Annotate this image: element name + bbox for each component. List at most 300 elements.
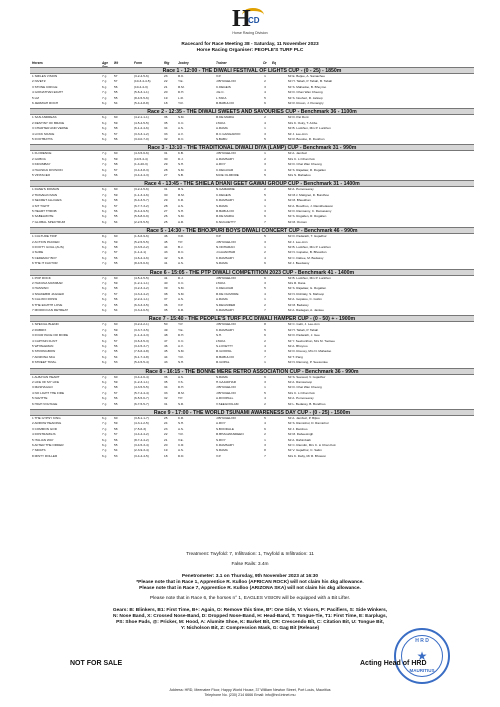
runner-rtg: 21 (164, 84, 168, 89)
runner-form: (3-2-4-5-6) (134, 74, 149, 78)
runner-age: 7 g (102, 261, 107, 266)
runner-desc: Mr S. Rogallen, R. Rogallen (288, 214, 327, 219)
runner-age: 6 g (102, 198, 107, 203)
runner-jockey: K.B. (178, 151, 184, 156)
runner-trainer: J.GAJADHAR (216, 250, 236, 255)
runner-trainer: R.GOOPAL (216, 349, 232, 354)
runner-desc: Mr D. Pat Ront (288, 115, 309, 120)
runner-age: 6 g (102, 219, 107, 224)
runner-jockey: A.R. (178, 219, 185, 224)
runner-desc: Mrs S. Mahadoo (288, 172, 311, 177)
runner-horse: 5 CEDEMAY BOY (32, 255, 57, 260)
runner-trainer: J.BHUGELOO (216, 275, 236, 280)
logo-sub: CD (248, 16, 260, 25)
runner-rtg: 22 (164, 79, 168, 84)
racecard-title: Racecard for Race Meeting 38 - Saturday, 11 November 2023 (181, 42, 319, 47)
runner-rtg: 44 (164, 354, 168, 359)
runner-jockey: S.M. (178, 167, 185, 172)
runner-desc: Mr S. Seewud, V. Gujadhur (288, 374, 326, 379)
runner-jockey: S.B. (178, 172, 184, 177)
runner-jockey: Y.P. (178, 322, 184, 327)
runner-age: 6 g (102, 120, 107, 125)
runner-horse: 4 LOCK SOAVE (32, 131, 55, 136)
runner-rtg: 35 (164, 379, 168, 384)
runner-trainer: S.ROY (216, 437, 226, 442)
runner-rtg: 18 (164, 100, 168, 105)
runner-trainer: J.BHUGELOO (216, 79, 236, 84)
runner-age: 6 g (102, 343, 107, 348)
gears-legend-3: PS: Shoe Pads, @: Pricker, M: Hood, A: Alumite Shoe, K: Barket Bit, CR: Crescendo Bit, C: Citation Bit, U: Tongue Bit, (116, 620, 384, 625)
runner-desc: Mr D. Chan Wan Cheong (288, 90, 323, 95)
runner-jockey: D.H. (178, 385, 185, 390)
runner-wgt: 60 (114, 322, 118, 327)
runner-trainer: A.RAMA (216, 126, 228, 131)
runner-form: (5-2-5-5-5) (134, 239, 149, 244)
runner-wgt: 57 (114, 203, 118, 208)
runner-desc: Mr D. Rouvey, Mrs N. Mahadoo (288, 349, 332, 354)
runner-rtg: 45 (164, 239, 168, 244)
runner-rtg: 34 (164, 126, 168, 131)
runner-form: (6-5-5-6-7) (134, 396, 149, 401)
runner-desc: Mr T. Pang (288, 354, 303, 359)
runner-horse: 4 DOSTRAMILIS (32, 432, 56, 437)
runner-age: 6 g (102, 187, 107, 192)
runner-wgt: 55 (114, 90, 118, 95)
runner-jockey: Y.R. (178, 100, 184, 105)
runner-draw: 7 (264, 219, 266, 224)
runner-rtg: 24 (164, 421, 168, 426)
runner-horse: 4 GIONATHAN EIGHT (32, 90, 64, 95)
runner-wgt: 56 (114, 343, 118, 348)
runner-form: (4-5-4-5-5) (134, 275, 149, 280)
runner-trainer: C.DEGEIS (216, 192, 231, 197)
runner-jockey: R.M. (178, 84, 185, 89)
runner-form: (8-4-5-6-6) (134, 261, 149, 266)
page-footer (0, 688, 500, 698)
runner-age: 7 g (102, 74, 107, 78)
runner-rtg: 36 (164, 374, 168, 379)
runner-wgt: 59 (114, 156, 118, 161)
runner-horse: 2 TRAVELIN MAN (32, 192, 58, 197)
runner-age: 6 g (102, 203, 107, 208)
gears-legend-1: Gears: B: Blinkers, B1: First Time, B+: Again, O: Remove this time, B*: One Side, V: Visors, P: Pacifiers, S: Side Winkers, (112, 608, 388, 613)
runner-desc: Mr S. Rajadaw, G. Rogallen (288, 286, 327, 291)
runner-horse: 7 ARIZONA SKA (32, 354, 56, 359)
runner-jockey: K.R. (178, 198, 185, 203)
runner-desc: Mr D. Ramsamy, C. Ramasamy (288, 208, 332, 213)
runner-desc: Mr A. Boodhoo, J. Ramkhelawon (288, 203, 334, 208)
runner-form: (6-7-7-3-2) (134, 203, 149, 208)
runner-jockey: Y.E. (178, 79, 184, 84)
runner-age: 6 g (102, 115, 107, 120)
runner-wgt: 57 (114, 250, 118, 255)
runner-desc: Mr N. Ramong, P. Seesunlee (288, 360, 328, 365)
hrd-official-stamp (394, 628, 450, 684)
runner-form: (5-4-4-8-8) (134, 100, 149, 105)
runner-draw: 1 (264, 385, 266, 390)
runner-draw: 4 (264, 255, 266, 260)
runner-age: 6 g (102, 307, 107, 312)
runner-age: 6 g (102, 360, 107, 365)
runner-horse: 5 VINTACEO (32, 172, 51, 177)
runner-horse: 7 MOROCCAN RETREAT (32, 307, 69, 312)
runner-jockey: D.H. (178, 333, 185, 338)
runner-row (30, 137, 474, 142)
col-equipment: Eq (272, 61, 277, 65)
runner-age: 7 g (102, 432, 107, 437)
runner-wgt: 58 (114, 333, 118, 338)
runner-desc: Mrs K. Daby, Mr R. Bhowon (288, 453, 327, 458)
runner-horse: 3 KIRUMBAY (32, 162, 51, 167)
runner-desc: Mr D. Chat Wan Cheong (288, 385, 322, 390)
runner-trainer: N.ODHARAN (216, 244, 235, 249)
runner-horse: 1 POP ROCK (32, 275, 51, 280)
runner-draw: 2 (264, 156, 266, 161)
runner-wgt: 59 (114, 421, 118, 426)
runner-horse: 3 SECRET ALLIGIES (32, 198, 62, 203)
runner-form: (6-4-4-9-5) (134, 208, 149, 213)
runner-draw: 6 (264, 100, 266, 105)
runner-draw: 2 (264, 432, 266, 437)
runner-jockey: D.C. (178, 250, 185, 255)
runner-jockey: D.C. (178, 136, 185, 141)
runner-horse: 5 HEART THROB (32, 208, 57, 213)
runner-jockey: V.E. (178, 437, 184, 442)
runner-draw: 4 (264, 421, 266, 426)
runner-jockey: V.P. (178, 302, 184, 307)
runner-desc: Mr S. Nooheri, R. Jaltoop (288, 95, 323, 100)
runner-desc: Mrs C. Li Chan Kok (288, 156, 315, 161)
runner-form: (5-4-5-5-4) (134, 360, 149, 365)
runner-trainer: C.DEGEIS (216, 84, 231, 89)
runner-form: (1-4-20-3) (134, 162, 148, 167)
runner-draw: 5 (264, 286, 266, 291)
runner-horse: 6 HIGH VOLTAGE (32, 401, 58, 406)
runner-row (30, 308, 474, 313)
runner-trainer: LTAKA (216, 120, 226, 125)
runner-horse: 4 NO LIGHT THE FIRE (32, 390, 65, 395)
runner-trainer: R.BABULOO (216, 100, 235, 105)
runner-jockey: D.J. (178, 275, 184, 280)
runner-rtg: 29 (164, 162, 168, 167)
runner-draw: 3 (264, 379, 266, 384)
runner-rtg: 27 (164, 208, 168, 213)
runner-trainer: R.DE OLIMORE (216, 291, 239, 296)
runner-desc: Mr N. Rohitaly, S. Mahoop (288, 291, 325, 296)
race-block (30, 144, 474, 178)
runner-desc: Mr D. Padarath, J. Gee (288, 333, 320, 338)
runner-age: 4 g (102, 172, 107, 177)
runner-horse: 7 SIRATS (32, 448, 46, 453)
runner-wgt: 55 (114, 442, 118, 447)
runner-trainer: K.RAMSARY (216, 327, 235, 332)
runner-rtg: 19 (164, 448, 168, 453)
runner-wgt: 56 (114, 396, 118, 401)
runner-horse: 5 LIZ (32, 95, 40, 100)
runner-trainer: L.TAKA (216, 95, 227, 100)
runner-desc: Mr B. Luckhun, Mrs P. Luckhun (288, 126, 331, 131)
runner-trainer: V.P. (216, 453, 222, 458)
runner-horse: 8 STREET TRIAL (32, 360, 57, 365)
runner-form: (3-3-4-6-5) (134, 307, 149, 312)
runner-jockey: L.R. (178, 95, 184, 100)
runner-jockey: C.C. (178, 338, 185, 343)
runner-form: (6-7-5-5-7) (134, 401, 149, 406)
runner-form: (4-3-1-2-5) (134, 421, 149, 426)
runner-row (30, 454, 474, 459)
runner-rtg: 47 (164, 338, 168, 343)
runner-draw: 6 (264, 261, 266, 266)
runner-age: 6 g (102, 136, 107, 141)
runner-desc: Mr A. Jamburi, P. Bijloo (288, 416, 320, 420)
runner-rtg: 34 (164, 385, 168, 390)
runner-trainer: R.C.GANGAROO (216, 131, 241, 136)
runner-age: 6 g (102, 167, 107, 172)
runner-age: 7 g (102, 349, 107, 354)
race-title: Race 8 - 16:15 - THE BONNE MERE RETRO ASSOCIATION CUP - Benchmark 36 - 990m (30, 368, 474, 375)
runner-age: 6 g (102, 437, 107, 442)
runner-trainer: K.RAMSARY (216, 307, 235, 312)
runner-rtg: 35 (164, 307, 168, 312)
runner-age: 6 g (102, 453, 107, 458)
runner-draw: 3 (264, 162, 266, 167)
runner-form: (10-3-4-4-5) (134, 79, 151, 84)
runner-jockey: R.M. (178, 192, 185, 197)
runner-age: 6 g (102, 214, 107, 219)
runner-draw: 4 (264, 167, 266, 172)
runner-horse: 6 AFTER THE ORDER (32, 442, 64, 447)
runner-rtg: 35 (164, 120, 168, 125)
not-for-sale-label: NOT FOR SALE (70, 660, 123, 667)
runner-jockey: V.R. (178, 234, 184, 239)
runner-draw: 5 (264, 416, 266, 420)
race-block (30, 409, 474, 459)
runner-wgt: 58 (114, 244, 118, 249)
race-title: Race 2 - 12:35 - THE DIWALI SWEETS AND SAVOURIES CUP - Benchmark 36 - 1100m (30, 108, 474, 115)
runner-desc: Mr A. Rahimbaib (288, 437, 311, 442)
allowance-note-1: *Please note that in Race 1, Apprentice R. Kulloo (AFRICAN ROCK) will not claim his 4kg allowance. (136, 580, 364, 585)
col-form: Form (134, 61, 142, 65)
runner-wgt: 55 (114, 401, 118, 406)
runner-wgt: 55 (114, 302, 118, 307)
runner-desc: Mr A. Gopaloo, C. Gobin (288, 297, 322, 302)
runner-wgt: 56 (114, 208, 118, 213)
runner-age: 6 g (102, 239, 107, 244)
runner-draw: 3 (264, 84, 266, 89)
runner-trainer: J.BHUGELOO (216, 385, 236, 390)
runner-desc: Mr M.J. Matignet, D. Bundhoo (288, 192, 330, 197)
runner-age: 7 g (102, 280, 107, 285)
runner-age: 7 g (102, 192, 107, 197)
runner-horse: 5 FOOTBATTA (32, 136, 53, 141)
runner-rtg: 49 (164, 327, 168, 332)
runner-form: (3-4-5-3-4) (134, 442, 149, 447)
runner-wgt: 53 (114, 453, 118, 458)
runner-age: 7 g (102, 291, 107, 296)
runner-age: 8 g (102, 234, 107, 239)
runner-age: 7 g (102, 426, 107, 431)
runner-trainer: R.DE MARIA (216, 115, 235, 120)
runner-draw: 4 (264, 343, 266, 348)
runner-rtg: 30 (164, 192, 168, 197)
runner-wgt: 55 (114, 95, 118, 100)
runner-age: 7 g (102, 79, 107, 84)
runner-form: (1-1-3-4-6) (134, 192, 149, 197)
runner-rtg: 33 (164, 390, 168, 395)
runner-age: 6 g (102, 333, 107, 338)
runner-rtg: 46 (164, 343, 168, 348)
runner-horse: 5 ITALIAN WAY (32, 437, 54, 442)
runner-jockey: S.R. (178, 255, 185, 260)
runner-draw: 2 (264, 302, 266, 307)
runner-jockey: R.M. (178, 390, 185, 395)
runner-rtg: 50 (164, 322, 168, 327)
runner-trainer: A.ROOPALL (216, 396, 234, 401)
runner-trainer: M.DE OLIMORE (216, 172, 239, 177)
runner-jockey: A.V. (178, 131, 184, 136)
race-title: Race 1 - 12:00 - THE DIWALI FESTIVAL OF LIGHTS CUP - (0 - 25) - 1850m (30, 67, 474, 74)
runner-trainer: A.ROY (216, 421, 226, 426)
runner-wgt: 58 (114, 286, 118, 291)
runner-horse: 6 SABELMOTE (32, 214, 54, 219)
runner-age: 7 g (102, 275, 107, 280)
runner-trainer: A.ROY (216, 162, 226, 167)
runner-wgt: 60 (114, 275, 118, 280)
logo-mark: H (232, 6, 251, 32)
runner-desc: Mrs C. Li Chan Kok (288, 390, 315, 395)
runner-desc: Mr S. Ramtohul, D. Ramtohul (288, 421, 329, 426)
runner-draw: 8 (264, 322, 266, 327)
runner-jockey: C.C. (178, 120, 185, 125)
runner-trainer: J.BHUGELOO (216, 239, 236, 244)
runner-age: 6 g (102, 354, 107, 359)
runner-desc: Mr B. Luckhun, Mrs P. Luckhun (288, 244, 331, 249)
runner-draw: 8 (264, 448, 266, 453)
race-title: Race 4 - 13:45 - THE SHIELA DHANI GEET GAWAI GROUP CUP - Benchmark 31 - 1400m (30, 180, 474, 187)
runner-form: (1-2-3-1-1) (134, 379, 149, 384)
runner-wgt: 60 (114, 151, 118, 156)
runner-horse: 2 HAKUNA MATABAR (32, 280, 63, 285)
runner-trainer: K.RAMSARY (216, 442, 235, 447)
runner-jockey: S.H. (178, 208, 185, 213)
runner-form: (10-4-4-3) (134, 84, 148, 89)
runner-age: 7 g (102, 250, 107, 255)
runner-draw: 2 (264, 401, 266, 406)
runner-desc: Mr S. Mahadoo, B. Bhoyroo (288, 84, 327, 89)
runner-wgt: 56 (114, 84, 118, 89)
runner-horse: 3 CHARTER AND VERSE (32, 126, 69, 131)
runner-horse: 6 STRONGBOW (32, 349, 56, 354)
runner-age: 7 g (102, 151, 107, 156)
runner-age: 6 g (102, 379, 107, 384)
runner-wgt: 53 (114, 360, 118, 365)
runner-form: (5-6-3-1-1) (134, 90, 149, 95)
runner-desc: Mr D. Chat Wan Cheong (288, 162, 322, 167)
runner-draw: 1 (264, 360, 266, 365)
runner-draw: 3 (264, 131, 266, 136)
runner-draw: 5 (264, 172, 266, 177)
runner-rtg: 27 (164, 172, 168, 177)
runner-draw: 5 (264, 136, 266, 141)
runner-draw: 5 (264, 234, 266, 239)
race-block (30, 108, 474, 142)
runner-trainer: V.P. (216, 234, 222, 239)
runner-age: 6 g (102, 208, 107, 213)
runner-wgt: 57 (114, 131, 118, 136)
runner-jockey: A.S. (178, 426, 184, 431)
runner-trainer: S.BOODALE (216, 426, 234, 431)
runner-trainer: K.RAMSARY (216, 255, 235, 260)
runner-form: (3-4-5-3-7) (134, 343, 149, 348)
race-title: Race 5 - 14:30 - THE BHOJPURI BOYS DIWALI CONCERT CUP - Benchmark 46 - 990m (30, 227, 474, 234)
runner-wgt: 54 (114, 354, 118, 359)
runner-wgt: 55 (114, 261, 118, 266)
runner-trainer: C.DEGUIAR (216, 286, 234, 291)
runner-form: (3-3-5-2-2) (134, 244, 149, 249)
runner-wgt: 60 (114, 115, 118, 120)
runner-form: (6-1-2-4-6) (134, 126, 149, 131)
runner-desc: Mr J. Ramboo (288, 426, 308, 431)
runner-horse: 3 HASSINO (32, 286, 49, 291)
runner-wgt: 59 (114, 379, 118, 384)
runner-age: 6 g (102, 100, 107, 105)
runner-rtg: 19 (164, 95, 168, 100)
runner-horse: 5 CALIXIO ROSSI (32, 297, 58, 302)
runner-draw: 6 (264, 374, 266, 379)
runner-form: (3-8-1-1-7) (134, 416, 149, 420)
runner-wgt: 60 (114, 416, 118, 420)
runner-draw: 1 (264, 297, 266, 302)
runner-trainer: S.DEGNIRER (216, 302, 236, 307)
runner-rtg: 31 (164, 187, 168, 192)
race-block (30, 180, 474, 225)
runner-horse: 1 THE GYPSY KING (32, 416, 61, 420)
runner-wgt: 57 (114, 390, 118, 395)
runner-wgt: 59 (114, 327, 118, 332)
runner-age: 6 g (102, 442, 107, 447)
runner-wgt: 58 (114, 426, 118, 431)
runner-form: (1-6-6-9-6) (134, 234, 149, 239)
runner-trainer: A.RAMA (216, 297, 228, 302)
runner-rtg: 43 (164, 360, 168, 365)
runner-form: (3-4-4-4-3) (134, 172, 149, 177)
acting-head-label: Acting Head of HRD (360, 660, 427, 667)
runner-desc: Mr M. Dabeesingh (288, 432, 314, 437)
runner-jockey: B.J. (178, 244, 184, 249)
col-trainer: Trainer (216, 61, 227, 65)
runner-rtg: 29 (164, 198, 168, 203)
runner-trainer: S.RAMA (216, 448, 228, 453)
runner-form: (7-6-6-4-8) (134, 349, 149, 354)
runner-form: (5-7-4-4-4) (134, 390, 149, 395)
runner-desc: Mr A. Radegan, A. Jankee (288, 307, 324, 312)
race-block (30, 269, 474, 314)
runner-age: 7 g (102, 421, 107, 426)
runner-draw: 4 (264, 396, 266, 401)
runner-jockey: A.S. (178, 448, 184, 453)
stamp-star-icon: ★ (416, 649, 428, 663)
runner-age: 7 g (102, 90, 107, 95)
runner-jockey: A.V. (178, 343, 184, 348)
runner-desc: Mr A. Pomoneeray (288, 187, 314, 192)
runner-horse: 4 SNAKEBIR JAGGER (32, 291, 64, 296)
runner-rtg: 38 (164, 291, 168, 296)
runner-horse: 2 ACTION PACKED (32, 239, 60, 244)
runner-draw: 1 (264, 244, 266, 249)
runner-desc: Mr C. Gebi, J. Lee-Ann (288, 322, 320, 327)
runner-rtg: 48 (164, 333, 168, 338)
runner-rtg: 23 (164, 426, 168, 431)
